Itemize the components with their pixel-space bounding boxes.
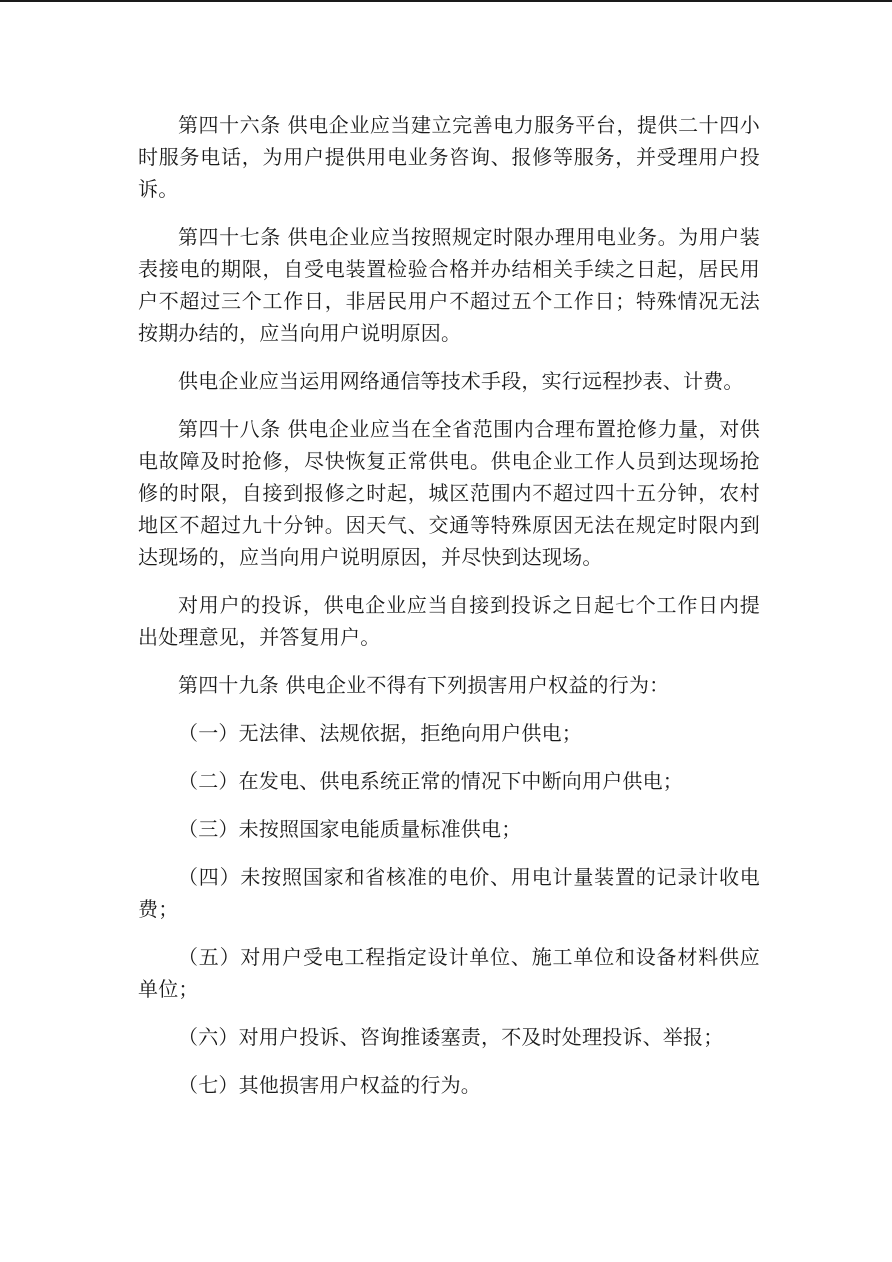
article-49-item-4: （四）未按照国家和省核准的电价、用电计量装置的记录计收电费； [138, 865, 760, 921]
article-47-remote-metering: 供电企业应当运用网络通信等技术手段，实行远程抄表、计费。 [178, 369, 744, 393]
article-49-item-3: （三）未按照国家电能质量标准供电； [178, 817, 522, 841]
article-48: 第四十八条 供电企业应当在全省范围内合理布置抢修力量，对供电故障及时抢修，尽快恢复正常供电。供电企业工作人员到达现场抢修的时限，自接到报修之时起，城区范围内不超过四十五分钟，农村地区不超过九十分钟。因天气、交通等特殊原因无法在规定时限内到达现场的，应当向用户说明原因，并尽快到达现场。 [138, 417, 760, 569]
article-49-item-6: （六）对用户投诉、咨询推诿塞责，不及时处理投诉、举报； [178, 1025, 724, 1049]
article-49-item-1: （一）无法律、法规依据，拒绝向用户供电； [178, 721, 582, 745]
article-49-item-5: （五）对用户受电工程指定设计单位、施工单位和设备材料供应单位； [138, 945, 760, 1001]
article-46: 第四十六条 供电企业应当建立完善电力服务平台，提供二十四小时服务电话，为用户提供用电业务咨询、报修等服务，并受理用户投诉。 [138, 113, 760, 201]
document-page [138, 109, 760, 1117]
top-border-line [0, 0, 892, 2]
article-49-item-7: （七）其他损害用户权益的行为。 [178, 1073, 481, 1097]
article-47: 第四十七条 供电企业应当按照规定时限办理用电业务。为用户装表接电的期限，自受电装置检验合格并办结相关手续之日起，居民用户不超过三个工作日，非居民用户不超过五个工作日；特殊情况无法按期办结的，应当向用户说明原因。 [138, 225, 760, 345]
article-49-item-2: （二）在发电、供电系统正常的情况下中断向用户供电； [178, 769, 683, 793]
article-49: 第四十九条 供电企业不得有下列损害用户权益的行为： [178, 673, 670, 697]
article-48-complaints: 对用户的投诉，供电企业应当自接到投诉之日起七个工作日内提出处理意见，并答复用户。 [138, 593, 760, 649]
